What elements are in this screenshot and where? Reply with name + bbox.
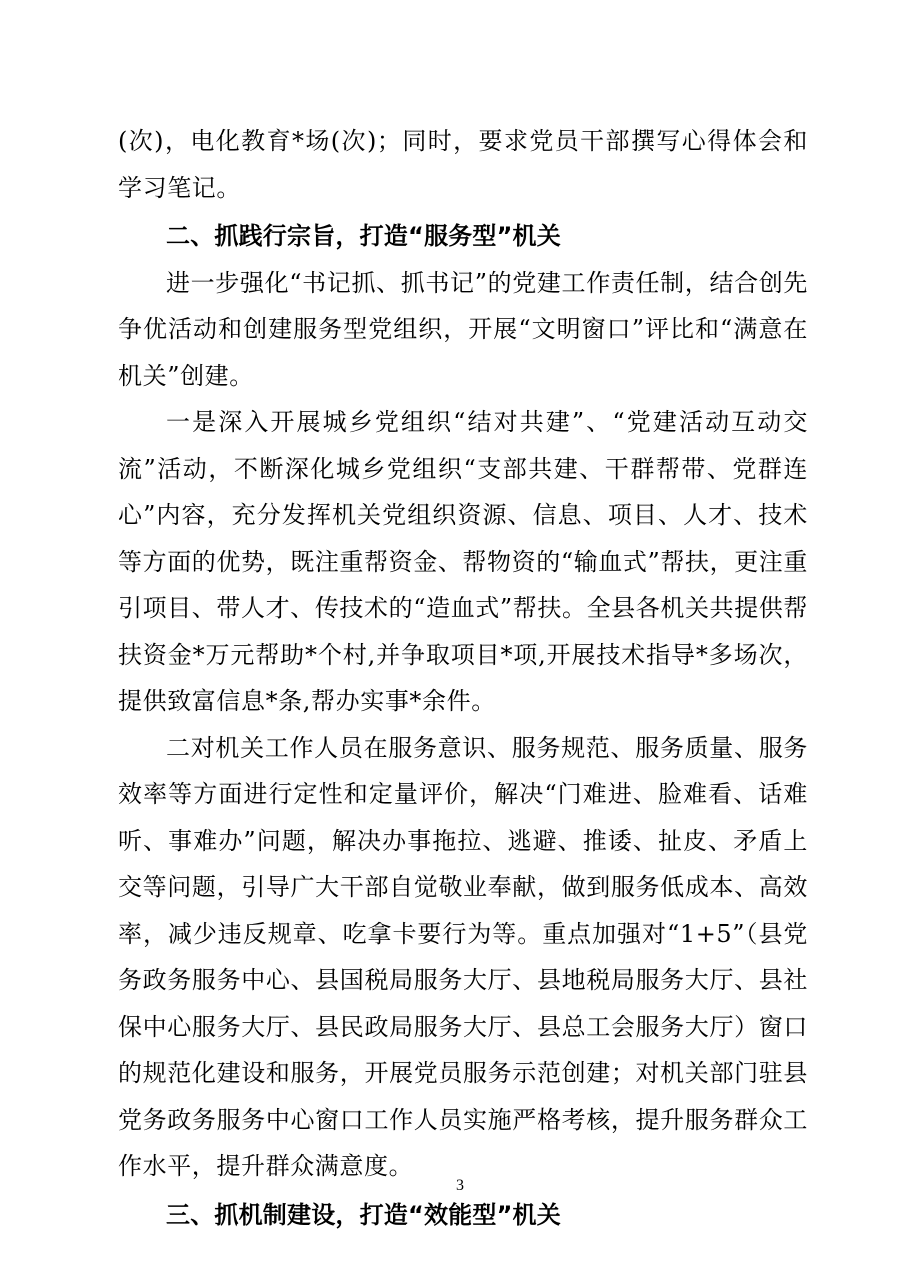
paragraph-item-2: 二对机关工作人员在服务意识、服务规范、服务质量、服务效率等方面进行定性和定量评价，解决“门难进、脸难看、话难听、事难办”问题，解决办事拖拉、逃避、推诿、扯皮、矛盾上交等问题，引导广大干部自觉敬业奉献，做到服务低成本、高效率，减少违反规章、吃拿卡要行为等。重点加强对“1+5”（县党务政务服务中心、县国税局服务大厅、县地税局服务大厅、县社保中心服务大厅、县民政局服务大厅、县总工会服务大厅）窗口的规范化建设和服务，开展党员服务示范创建；对机关部门驻县党务政务服务中心窗口工作人员实施严格考核，提升服务群众工作水平，提升群众满意度。 (118, 733, 808, 1180)
paragraph-item-1: 一是深入开展城乡党组织“结对共建”、“党建活动互动交流”活动，不断深化城乡党组织“支部共建、干群帮带、党群连心”内容，充分发挥机关党组织资源、信息、项目、人才、技术等方面的优势，既注重帮资金、帮物资的“输血式”帮扶，更注重引项目、带人才、传技术的“造血式”帮扶。全县各机关共提供帮扶资金*万元帮助*个村,并争取项目*项,开展技术指导*多场次，提供致富信息*条,帮办实事*余件。 (118, 408, 808, 715)
document-body (118, 118, 808, 1238)
section-heading-3: 三、抓机制建设，打造“效能型”机关 (166, 1200, 561, 1229)
page-number: 3 (456, 1177, 464, 1194)
paragraph-continuation: (次)，电化教育*场(次)；同时，要求党员干部撰写心得体会和学习笔记。 (118, 127, 808, 202)
section-heading-2: 二、抓践行宗旨，打造“服务型”机关 (166, 222, 561, 250)
paragraph-intro: 进一步强化“书记抓、抓书记”的党建工作责任制，结合创先争优活动和创建服务型党组织，开展“文明窗口”评比和“满意在机关”创建。 (118, 268, 808, 390)
